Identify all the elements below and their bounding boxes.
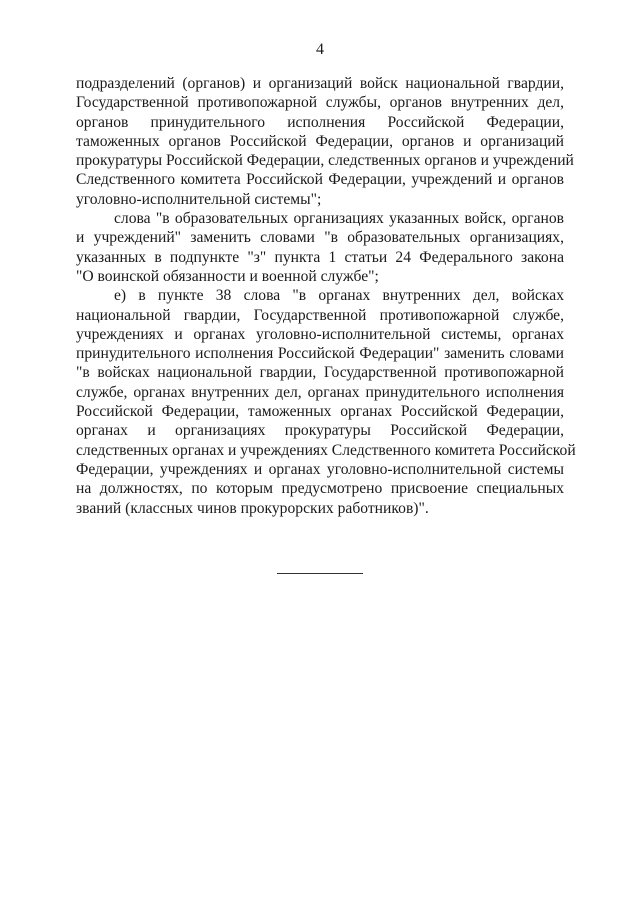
- text-line: службе, органах внутренних дел, органах принудительного исполнения: [76, 383, 564, 401]
- page-number: 4: [316, 41, 324, 58]
- text-line: указанных в подпункте "з" пункта 1 статьи 24 Федерального закона: [76, 248, 564, 266]
- text-line: на должностях, по которым предусмотрено присвоение специальных: [76, 480, 564, 498]
- paragraph-1: [76, 74, 574, 209]
- text-line: органов принудительного исполнения Российской Федерации,: [76, 113, 564, 131]
- text-line: принудительного исполнения Российской Федерации" заменить словами: [76, 345, 564, 363]
- text-line: Следственного комитета Российской Федерации, учреждений и органов: [76, 171, 564, 189]
- text-line: органах и организациях прокуратуры Российской Федерации,: [76, 422, 564, 440]
- paragraph-3: [76, 286, 576, 518]
- text-line: Федерации, учреждениях и органах уголовно-исполнительной системы: [76, 460, 564, 478]
- text-line: Государственной противопожарной службы, органов внутренних дел,: [76, 94, 564, 112]
- text-line: национальной гвардии, Государственной противопожарной службе,: [76, 306, 564, 324]
- document-body: [76, 74, 576, 518]
- text-line: "в войсках национальной гвардии, Государственной противопожарной: [76, 364, 564, 382]
- text-line: е) в пункте 38 слова "в органах внутренних дел, войсках: [114, 287, 564, 305]
- text-line: уголовно-исполнительной системы";: [76, 190, 322, 208]
- text-line: подразделений (органов) и организаций войск национальной гвардии,: [76, 75, 564, 92]
- text-line: прокуратуры Российской Федерации, следственных органов и учреждений: [76, 152, 574, 170]
- text-line: учреждениях и органах уголовно-исполнительной системы, органах: [76, 325, 564, 343]
- text-line: и учреждений" заменить словами "в образовательных организациях,: [76, 229, 564, 247]
- paragraph-2: [76, 209, 564, 286]
- text-line: "О воинской обязанности и военной службе";: [76, 267, 379, 285]
- text-line: Российской Федерации, таможенных органах Российской Федерации,: [76, 403, 564, 421]
- text-line: слова "в образовательных организациях указанных войск, органов: [114, 210, 564, 228]
- text-line: таможенных органов Российской Федерации, органов и организаций: [76, 132, 564, 150]
- text-line: званий (классных чинов прокурорских работников)".: [76, 499, 429, 517]
- end-of-document-rule: [277, 573, 363, 574]
- text-line: следственных органах и учреждениях Следственного комитета Российской: [76, 441, 576, 459]
